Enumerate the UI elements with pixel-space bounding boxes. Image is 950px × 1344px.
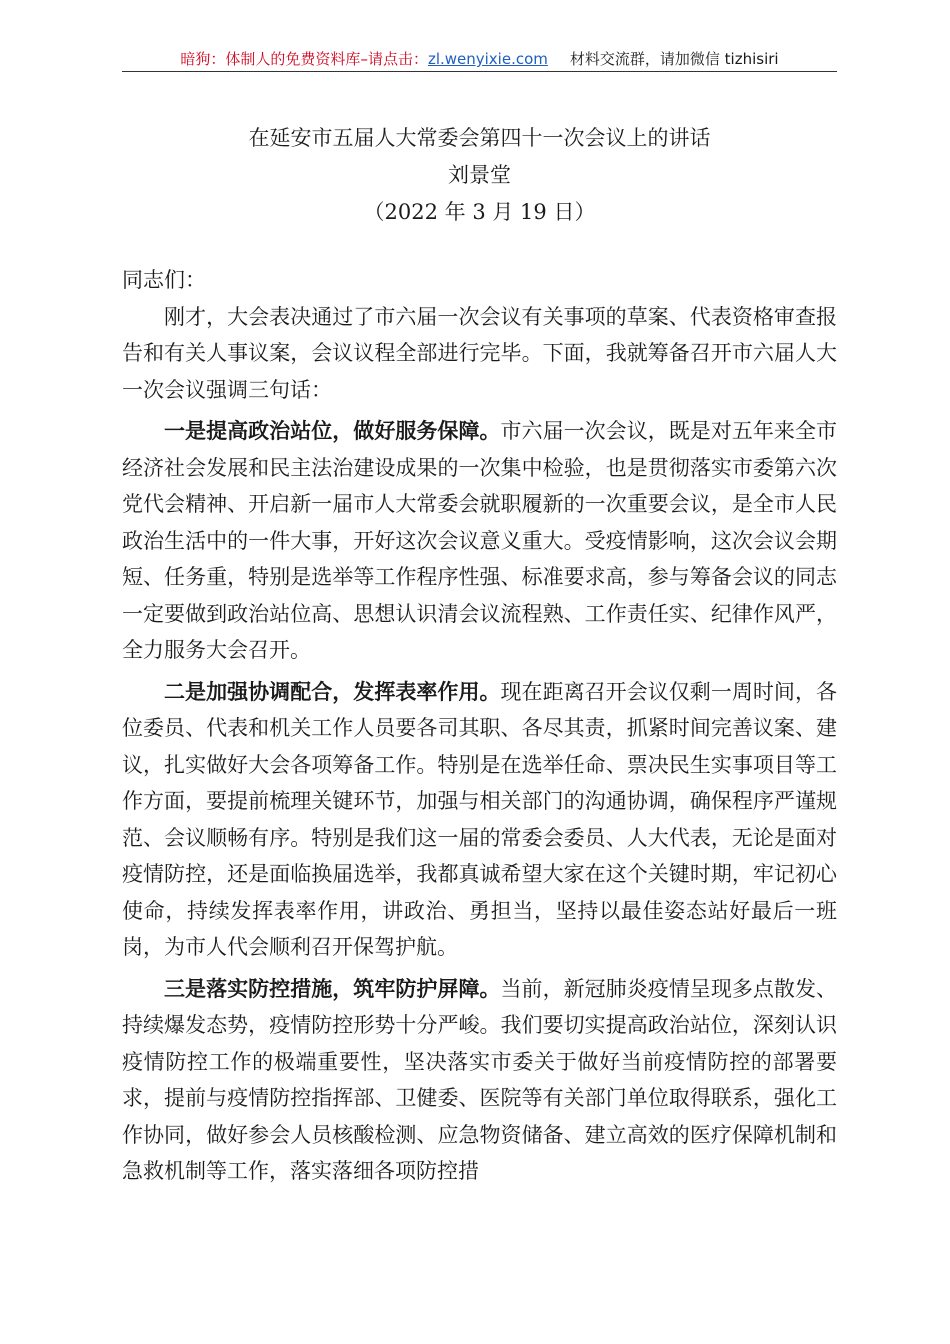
point-lead: 一是提高政治站位，做好服务保障。 <box>164 418 501 443</box>
point-paragraph-1 <box>122 413 837 669</box>
point-lead: 三是落实防控措施，筑牢防护屏障。 <box>164 975 501 1001</box>
header-link[interactable]: zl.wenyixie.com <box>427 50 548 68</box>
header-cta: –请点击： <box>360 50 428 68</box>
point-text: 现在距离召开会议仅剩一周时间，各位委员、代表和机关工作人员要各司其职、各尽其责，抓紧时间完善议案、建议，扎实做好大会各项筹备工作。特别是在选举任命、票决民生实事项目等工作方面，要提前梳理关键环节，加强与相关部门的沟通协调，确保程序严谨规范、会议顺畅有序。特别是我们这一届的常委会委员、人大代表，无论是面对疫情防控，还是面临换届选举，我都真诚希望大家在这个关键时期，牢记初心使命，持续发挥表率作用，讲政治、勇担当，坚持以最佳姿态站好最后一班岗，为市人代会顺利召开保驾护航。 <box>122 679 837 959</box>
document-date: （2022 年 3 月 19 日） <box>363 200 596 224</box>
point-lead: 二是加强协调配合，发挥表率作用。 <box>164 678 501 704</box>
point-paragraph-3 <box>122 971 837 1190</box>
document-title: 在延安市五届人大常委会第四十一次会议上的讲话 <box>248 126 711 150</box>
intro-paragraph: 刚才，大会表决通过了市六届一次会议有关事项的草案、代表资格审查报告和有关人事议案，会议议程全部进行完毕。下面，我就筹备召开市六届人大一次会议强调三句话： <box>122 304 837 402</box>
document-body <box>122 262 837 1190</box>
header-brand: 暗狗：体制人的免费资料库 <box>180 50 361 68</box>
header-note: 材料交流群，请加微信 tizhisiri <box>569 50 779 68</box>
title-block <box>122 120 837 231</box>
document-author: 刘景堂 <box>448 163 511 187</box>
salutation: 同志们： <box>122 268 206 292</box>
page-header <box>122 48 837 72</box>
point-text: 当前，新冠肺炎疫情呈现多点散发、持续爆发态势，疫情防控形势十分严峻。我们要切实提高政治站位，深刻认识疫情防控工作的极端重要性，坚决落实市委关于做好当前疫情防控的部署要求，提前与疫情防控指挥部、卫健委、医院等有关部门单位取得联系，强化工作协同，做好参会人员核酸检测、应急物资储备、建立高效的医疗保障机制和急救机制等工作，落实落细各项防控措 <box>122 976 837 1183</box>
point-text: 市六届一次会议，既是对五年来全市经济社会发展和民主法治建设成果的一次集中检验，也是贯彻落实市委第六次党代会精神、开启新一届市人大常委会就职履新的一次重要会议，是全市人民政治生活中的一件大事，开好这次会议意义重大。受疫情影响，这次会议会期短、任务重，特别是选举等工作程序性强、标准要求高，参与筹备会议的同志一定要做到政治站位高、思想认识清会议流程熟、工作责任实、纪律作风严，全力服务大会召开。 <box>122 419 837 662</box>
point-paragraph-2 <box>122 674 837 966</box>
header-divider <box>122 71 837 72</box>
